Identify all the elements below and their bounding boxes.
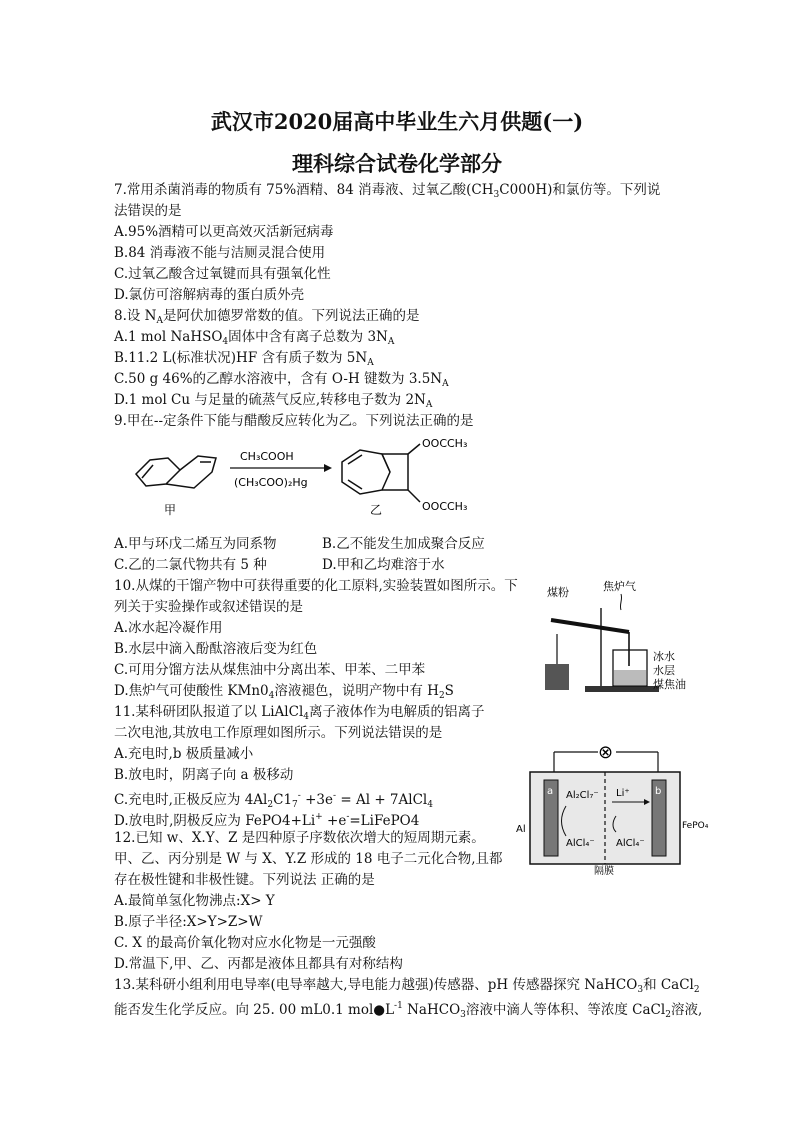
q9-option-d: D.甲和乙均难溶于水 <box>322 557 445 573</box>
q11-option-d: D.放电时,阴极反应为 FePO4+Li+ +e-=LiFePO4 <box>114 812 420 829</box>
q12-stem-line3: 存在极性键和非极性键。下列说法 正确的是 <box>114 872 375 888</box>
reagent-mercury-acetate: (CH₃COO)₂Hg <box>234 476 308 489</box>
q10-option-b: B.水层中滴入酚酞溶液后变为红色 <box>114 641 318 657</box>
q12-stem-line2: 甲、乙、丙分别是 W 与 X、Y.Z 形成的 18 电子二元化合物,且都 <box>114 851 503 867</box>
label-membrane: 隔膜 <box>594 866 614 877</box>
q7-option-d: D.氯仿可溶解病毒的蛋白质外壳 <box>114 287 305 303</box>
q11-option-a: A.充电时,b 极质量减小 <box>114 746 254 762</box>
q8-option-d: D.1 mol Cu 与足量的硫蒸气反应,转移电子数为 $2N_A$ <box>114 392 433 410</box>
q10-option-d: D.焦炉气可使酸性 $KMn0_4$溶液褪色，说明产物中有 $H_2S$ <box>114 683 454 701</box>
page-subtitle: 理科综合试卷化学部分 <box>292 151 502 176</box>
q11-battery-figure <box>512 736 709 877</box>
q10-apparatus-figure <box>525 578 690 698</box>
q10-option-c: C.可用分馏方法从煤焦油中分离出苯、甲苯、二甲苯 <box>114 662 426 678</box>
q12-option-d: D.常温下,甲、乙、丙都是液体且都具有对称结构 <box>114 956 403 972</box>
q10-option-a: A.冰水起冷凝作用 <box>114 620 223 636</box>
electrode-b-label: b <box>655 786 662 797</box>
reaction-arrowhead <box>324 464 332 472</box>
label-fepo4: FePO₄ <box>682 821 709 831</box>
q12-option-b: B.原子半径:X>Y>Z>W <box>114 914 263 930</box>
q8-option-c: C.50 g 46%的乙醇水溶液中，含有 O-H 键数为 $3.5N_A$ <box>114 371 449 389</box>
label-water-layer: 水层 <box>653 664 675 677</box>
q7-option-b: B.84 消毒液不能与洁厕灵混合使用 <box>114 245 326 261</box>
group-oocch3-top: OOCCH₃ <box>422 437 468 450</box>
q7-stem-line2: 法错误的是 <box>114 203 182 219</box>
q13-stem-line1: 13.某科研小组利用电导率(电导率越大,导电能力越强)传感器、pH 传感器探究 NaHCO$_3$和 CaCl$_2$ <box>114 977 700 995</box>
reagent-acetic-acid: CH₃COOH <box>240 450 294 463</box>
label-yi: 乙 <box>370 503 383 517</box>
q9-option-c: C.乙的二氯代物共有 5 种 <box>114 557 267 573</box>
label-al2cl7: Al₂Cl₇⁻ <box>566 790 599 801</box>
q9-stem: 9.甲在--定条件下能与醋酸反应转化为乙。下列说法正确的是 <box>114 413 474 429</box>
compound-jia-structure <box>136 456 216 488</box>
q8-option-b: B.11.2 L(标准状况)HF 含有质子数为 $5N_A$ <box>114 350 374 368</box>
q11-stem-line1: 11.某科研团队报道了以 LiAlCl$_4$离子液体作为电解质的铝离子 <box>114 704 485 722</box>
page-title: 武汉市2020届高中毕业生六月供题(一) <box>210 109 584 134</box>
q7-stem-line1: 7.常用杀菌消毒的物质有 75%酒精、84 消毒液、过氧乙酸$(CH_3C000H)$和氯仿等。下列说 <box>114 182 661 200</box>
gas-wisp <box>620 594 621 610</box>
reaction-tube <box>551 620 629 632</box>
q7-option-a: A.95%酒精可以更高效灭活新冠病毒 <box>114 224 334 240</box>
label-alcl4-left: AlCl₄⁻ <box>566 838 595 849</box>
label-coke-oven-gas: 焦炉气 <box>603 580 636 593</box>
q9-option-b: B.乙不能发生加成聚合反应 <box>322 536 485 552</box>
label-li: Li⁺ <box>616 788 630 799</box>
group-oocch3-bottom: OOCCH₃ <box>422 500 468 513</box>
label-jia: 甲 <box>164 503 177 517</box>
label-coal-tar: 煤焦油 <box>653 678 686 691</box>
q12-stem-line1: 12.已知 w、X.Y、Z 是四种原子序数依次增大的短周期元素。 <box>114 830 485 846</box>
q9-reaction-figure <box>120 432 500 522</box>
q7-option-c: C.过氧乙酸含过氧键而具有强氧化性 <box>114 266 331 282</box>
label-coal-powder: 煤粉 <box>547 586 569 599</box>
label-al: Al <box>516 824 526 835</box>
q8-option-a: A.1 mol NaHSO$_4$固体中含有离子总数为 $3N_A$ <box>114 329 395 347</box>
q11-option-b: B.放电时，阴离子向 a 极移动 <box>114 767 294 783</box>
q10-stem-line2: 列关于实验操作或叙述错误的是 <box>114 599 303 615</box>
q11-stem-line2: 二次电池,其放电工作原理如图所示。下列说法错误的是 <box>114 725 443 741</box>
burner-block <box>545 664 569 690</box>
stand-base <box>585 686 659 692</box>
q9-option-a: A.甲与环戊二烯互为同系物 <box>114 536 277 552</box>
q13-stem-line2: 能否发生化学反应。向 25. 00 mL0.1 $mol●L^{-1}$ NaHCO$_3$溶液中滴人等体积、等浓度 CaCl$_2$溶液, <box>114 1001 703 1020</box>
q8-stem: 8.设 $N_A$是阿伏加德罗常数的值。下列说法正确的是 <box>114 308 420 326</box>
electrode-a-label: a <box>547 786 554 797</box>
lamp-icon: ⊗ <box>598 742 614 763</box>
q12-option-c: C. X 的最高价氧化物对应水化物是一元强酸 <box>114 935 376 951</box>
compound-yi-structure <box>342 444 420 502</box>
tar-layer <box>614 670 646 685</box>
q12-option-a: A.最简单氢化物沸点:X> Y <box>114 893 275 909</box>
label-alcl4-right: AlCl₄⁻ <box>616 838 645 849</box>
label-ice-water: 冰水 <box>653 650 675 663</box>
q11-option-c: C.充电时,正极反应为 $4Al_2C1_7^- +3e^- = Al$ + 7AlCl$_4$ <box>114 791 433 810</box>
q10-stem-line1: 10.从煤的干馏产物中可获得重要的化工原料,实验装置如图所示。下 <box>114 578 518 594</box>
